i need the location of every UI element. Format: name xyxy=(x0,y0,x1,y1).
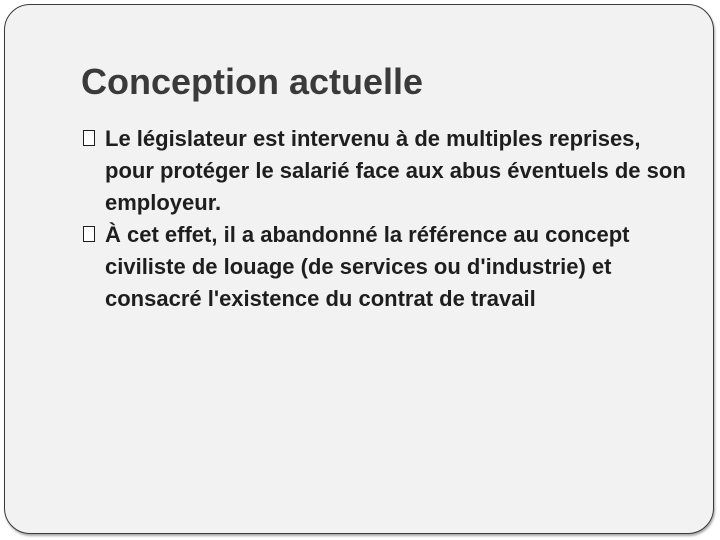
slide-title: Conception actuelle xyxy=(81,61,424,102)
slide-frame xyxy=(4,4,714,534)
bullet-item xyxy=(83,123,693,219)
bullet-text: Le législateur est intervenu à de multiples reprises, pour protéger le salarié face aux abus éventuels de son employeur. xyxy=(105,126,686,215)
bullet-list xyxy=(83,123,693,315)
bullet-item xyxy=(83,219,693,315)
square-bullet-icon xyxy=(83,130,95,146)
bullet-text: À cet effet, il a abandonné la référence au concept civiliste de louage (de services ou d'industrie) et consacré l'existence du contrat de travail xyxy=(105,222,630,311)
square-bullet-icon xyxy=(83,226,95,242)
